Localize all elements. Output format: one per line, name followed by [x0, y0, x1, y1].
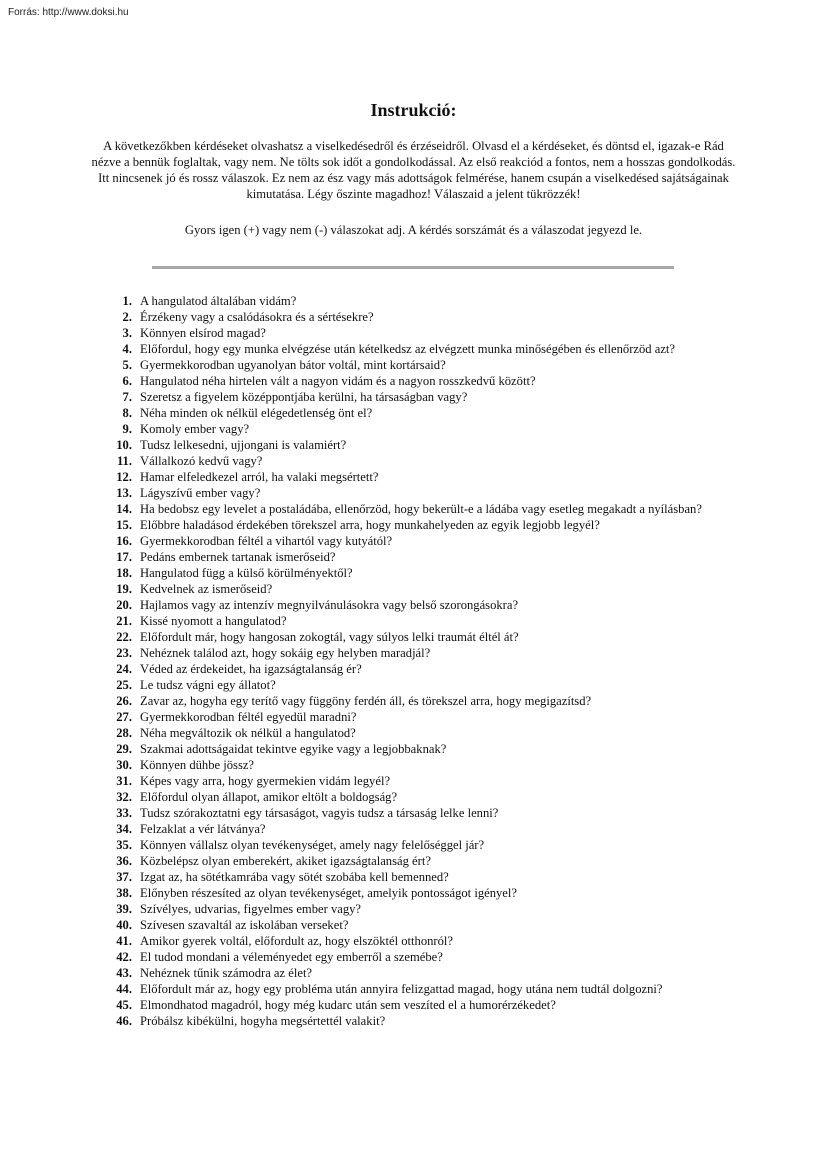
question-item — [100, 821, 740, 837]
question-number: 11. — [116, 454, 132, 468]
question-text: Szívesen szavaltál az iskolában verseket? — [140, 918, 349, 932]
question-item — [100, 1013, 740, 1029]
question-text: Felzaklat a vér látványa? — [140, 822, 266, 836]
question-number: 41. — [116, 934, 132, 948]
question-text: Könnyen dühbe jössz? — [140, 758, 255, 772]
question-number: 14. — [116, 502, 132, 516]
question-number: 10. — [116, 438, 132, 452]
question-text: Hangulatod függ a külső körülményektől? — [140, 566, 353, 580]
question-item — [100, 485, 740, 501]
question-text: Le tudsz vágni egy állatot? — [140, 678, 276, 692]
question-item — [100, 693, 740, 709]
question-number: 32. — [116, 790, 132, 804]
question-text: Ha bedobsz egy levelet a postaládába, ellenőrzöd, hogy bekerült-e a ládába vagy esetleg megakadt a nyílásban? — [140, 502, 702, 516]
question-number: 29. — [116, 742, 132, 756]
question-item — [100, 853, 740, 869]
question-item — [100, 645, 740, 661]
question-text: Előnyben részesíted az olyan tevékenységet, amelyik pontosságot igényel? — [140, 886, 517, 900]
question-text: Szakmai adottságaidat tekintve egyike vagy a legjobbaknak? — [140, 742, 447, 756]
question-number: 44. — [116, 982, 132, 996]
page-title: Instrukció: — [370, 100, 457, 120]
question-text: Izgat az, ha sötétkamrába vagy sötét szobába kell bemenned? — [140, 870, 449, 884]
question-text: A hangulatod általában vidám? — [140, 294, 297, 308]
question-item — [100, 789, 740, 805]
question-number: 12. — [116, 470, 132, 484]
question-number: 35. — [116, 838, 132, 852]
answer-instruction: Gyors igen (+) vagy nem (-) válaszokat adj. A kérdés sorszámát és a válaszodat jegyezd le. — [184, 223, 643, 237]
question-text: Nehéznek találod azt, hogy sokáig egy helyben maradjál? — [140, 646, 431, 660]
divider-line — [152, 266, 674, 269]
question-text: Lágyszívű ember vagy? — [140, 486, 261, 500]
question-item — [100, 341, 740, 357]
question-text: Kissé nyomott a hangulatod? — [140, 614, 287, 628]
question-number: 3. — [122, 326, 132, 340]
question-item — [100, 357, 740, 373]
question-number: 13. — [116, 486, 132, 500]
question-item — [100, 613, 740, 629]
question-text: Gyermekkorodban féltél egyedül maradni? — [140, 710, 357, 724]
question-number: 21. — [116, 614, 132, 628]
source-url: Forrás: http://www.doksi.hu — [8, 7, 129, 18]
question-number: 27. — [116, 710, 132, 724]
question-text: Szívélyes, udvarias, figyelmes ember vagy? — [140, 902, 362, 916]
question-text: Pedáns embernek tartanak ismerőseid? — [140, 550, 336, 564]
question-item — [100, 325, 740, 341]
question-number: 4. — [122, 342, 132, 356]
question-item — [100, 837, 740, 853]
question-item — [100, 885, 740, 901]
question-item — [100, 677, 740, 693]
question-item — [100, 629, 740, 645]
question-number: 16. — [116, 534, 132, 548]
question-item — [100, 965, 740, 981]
question-text: Képes vagy arra, hogy gyermekien vidám legyél? — [140, 774, 391, 788]
question-number: 40. — [116, 918, 132, 932]
question-item — [100, 901, 740, 917]
question-text: Kedvelnek az ismerőseid? — [140, 582, 273, 596]
question-item — [100, 405, 740, 421]
question-text: Előfordul, hogy egy munka elvégzése után kételkedsz az elvégzett munka minőségében és ellenőrzöd azt? — [140, 342, 676, 356]
question-text: Gyermekkorodban ugyanolyan bátor voltál, mint kortársaid? — [140, 358, 446, 372]
question-item — [100, 421, 740, 437]
question-text: Könnyen elsírod magad? — [140, 326, 266, 340]
question-text: Előfordul olyan állapot, amikor eltölt a boldogság? — [140, 790, 398, 804]
question-item — [100, 453, 740, 469]
question-item — [100, 933, 740, 949]
question-number: 25. — [116, 678, 132, 692]
question-item — [100, 725, 740, 741]
question-number: 31. — [116, 774, 132, 788]
question-text: Könnyen vállalsz olyan tevékenységet, amely nagy felelőséggel jár? — [140, 838, 485, 852]
question-text: Nehéznek tűnik számodra az élet? — [140, 966, 313, 980]
question-item — [100, 389, 740, 405]
question-item — [100, 581, 740, 597]
question-item — [100, 773, 740, 789]
question-number: 19. — [116, 582, 132, 596]
question-number: 38. — [116, 886, 132, 900]
intro-paragraph: A következőkben kérdéseket olvashatsz a viselkedésedről és érzéseidről. Olvasd el a kérdéseket, és döntsd el, igazak-e Rád nézve a bennük foglaltak, vagy nem. Ne tölts sok időt a gondolkodással. Az első reakciód a fontos, nem a hosszas gondolkodás. Itt nincsenek jó és rossz válaszok. Ez nem az ész vagy más adottságok felmérése, hanem csupán a viselkedésed sajátságainak kimutatása. Légy őszinte magadhoz! Válaszaid a jelent tükrözzék! — [91, 139, 736, 201]
question-number: 43. — [116, 966, 132, 980]
question-item — [100, 565, 740, 581]
question-number: 28. — [116, 726, 132, 740]
question-text: Szeretsz a figyelem középpontjába kerülni, ha társaságban vagy? — [140, 390, 468, 404]
question-number: 2. — [122, 310, 132, 324]
question-text: Tudsz szórakoztatni egy társaságot, vagyis tudsz a társaság lelke lenni? — [140, 806, 499, 820]
question-item — [100, 501, 740, 517]
question-text: Vállalkozó kedvű vagy? — [140, 454, 263, 468]
question-number: 5. — [122, 358, 132, 372]
question-list — [100, 293, 740, 1029]
question-item — [100, 293, 740, 309]
question-item — [100, 533, 740, 549]
question-item — [100, 597, 740, 613]
question-text: Komoly ember vagy? — [140, 422, 250, 436]
question-number: 36. — [116, 854, 132, 868]
question-item — [100, 949, 740, 965]
question-text: Érzékeny vagy a csalódásokra és a sértésekre? — [140, 310, 374, 324]
question-number: 18. — [116, 566, 132, 580]
question-item — [100, 373, 740, 389]
question-item — [100, 437, 740, 453]
question-number: 1. — [122, 294, 132, 308]
question-item — [100, 917, 740, 933]
question-item — [100, 517, 740, 533]
question-text: Tudsz lelkesedni, ujjongani is valamiért? — [140, 438, 347, 452]
question-number: 22. — [116, 630, 132, 644]
question-text: Néha megváltozik ok nélkül a hangulatod? — [140, 726, 356, 740]
question-number: 33. — [116, 806, 132, 820]
question-number: 34. — [116, 822, 132, 836]
question-number: 15. — [116, 518, 132, 532]
question-text: Zavar az, hogyha egy terítő vagy függöny ferdén áll, és törekszel arra, hogy megigazítsd? — [140, 694, 592, 708]
question-item — [100, 805, 740, 821]
question-item — [100, 741, 740, 757]
question-item — [100, 661, 740, 677]
question-number: 20. — [116, 598, 132, 612]
question-item — [100, 549, 740, 565]
question-text: Előbbre haladásod érdekében törekszel arra, hogy munkahelyeden az egyik legjobb legyél? — [140, 518, 600, 532]
question-number: 7. — [122, 390, 132, 404]
question-number: 45. — [116, 998, 132, 1012]
question-number: 26. — [116, 694, 132, 708]
question-text: Előfordult már az, hogy egy probléma után annyira felizgattad magad, hogy utána nem tudtál dolgozni? — [140, 982, 663, 996]
question-item — [100, 869, 740, 885]
question-number: 37. — [116, 870, 132, 884]
question-item — [100, 709, 740, 725]
question-number: 24. — [116, 662, 132, 676]
question-number: 42. — [116, 950, 132, 964]
question-item — [100, 997, 740, 1013]
question-number: 6. — [122, 374, 132, 388]
question-item — [100, 757, 740, 773]
question-text: Hamar elfeledkezel arról, ha valaki megsértett? — [140, 470, 379, 484]
question-text: Hajlamos vagy az intenzív megnyilvánulásokra vagy belső szorongásokra? — [140, 598, 519, 612]
question-text: Hangulatod néha hirtelen vált a nagyon vidám és a nagyon rosszkedvű között? — [140, 374, 536, 388]
question-text: Véded az érdekeidet, ha igazságtalanság ér? — [140, 662, 362, 676]
question-text: Amikor gyerek voltál, előfordult az, hogy elszöktél otthonról? — [140, 934, 454, 948]
question-number: 17. — [116, 550, 132, 564]
question-text: Próbálsz kibékülni, hogyha megsértettél valakit? — [140, 1014, 386, 1028]
question-number: 39. — [116, 902, 132, 916]
question-item — [100, 981, 740, 997]
question-text: Néha minden ok nélkül elégedetlenség önt el? — [140, 406, 373, 420]
question-text: Előfordult már, hogy hangosan zokogtál, vagy súlyos lelki traumát éltél át? — [140, 630, 519, 644]
question-number: 9. — [122, 422, 132, 436]
question-number: 30. — [116, 758, 132, 772]
question-number: 23. — [116, 646, 132, 660]
question-text: Gyermekkorodban féltél a vihartól vagy kutyától? — [140, 534, 393, 548]
question-text: Elmondhatod magadról, hogy még kudarc után sem veszíted el a humorérzékedet? — [140, 998, 556, 1012]
question-number: 46. — [116, 1014, 132, 1028]
question-text: Közbelépsz olyan emberekért, akiket igazságtalanság ért? — [140, 854, 431, 868]
question-text: El tudod mondani a véleményedet egy emberről a szemébe? — [140, 950, 443, 964]
question-number: 8. — [122, 406, 132, 420]
question-item — [100, 469, 740, 485]
question-item — [100, 309, 740, 325]
